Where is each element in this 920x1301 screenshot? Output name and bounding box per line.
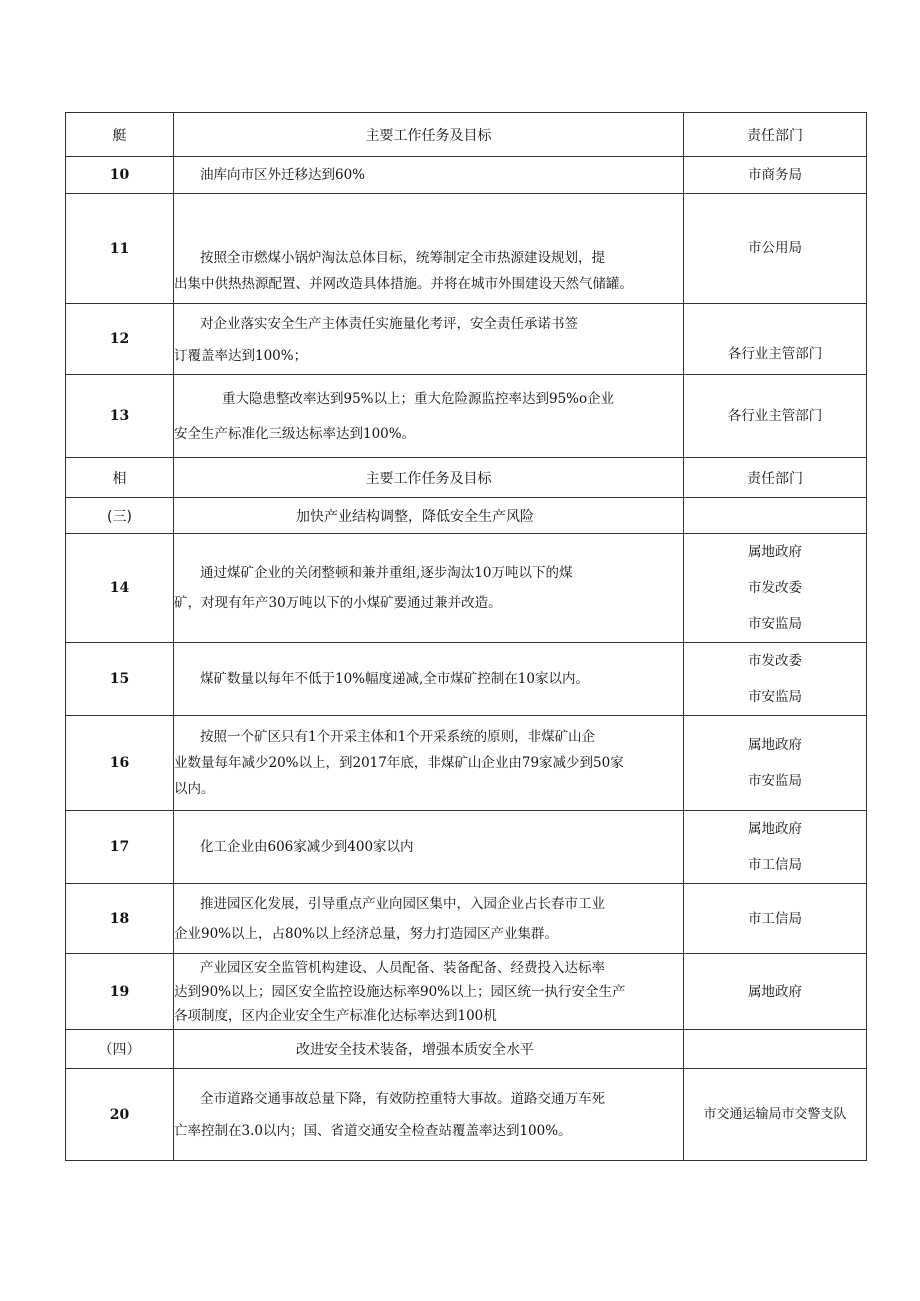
task-cell xyxy=(174,811,684,884)
dept-name: 市安监局 xyxy=(748,689,802,705)
row-number: 13 xyxy=(66,375,174,458)
task-cell xyxy=(174,304,684,375)
table-row xyxy=(66,716,867,811)
table-header-row xyxy=(66,113,867,157)
row-number: 20 xyxy=(66,1069,174,1161)
dept-name: 属地政府 xyxy=(748,821,802,837)
task-line: 业数量每年减少20%以上，到2017年底，非煤矿山企业由79家减少到50家 xyxy=(174,755,624,771)
table-row xyxy=(66,534,867,643)
row-number: 15 xyxy=(66,643,174,716)
section-number: (三) xyxy=(66,498,174,534)
section-title: 加快产业结构调整，降低安全生产风险 xyxy=(174,498,684,534)
task-line: 订覆盖率达到100%； xyxy=(174,348,308,364)
task-cell xyxy=(174,534,684,643)
task-line: 达到90%以上；园区安全监控设施达标率90%以上；园区统一执行安全生产 xyxy=(174,983,626,1000)
dept-cell xyxy=(684,534,867,643)
section-row xyxy=(66,1030,867,1069)
header-task: 主要工作任务及目标 xyxy=(174,113,684,157)
task-line: 油库向市区外迁移达到60% xyxy=(200,167,366,183)
row-number: 19 xyxy=(66,954,174,1030)
dept-cell xyxy=(684,811,867,884)
dept-name: 市公用局 xyxy=(748,240,802,256)
dept-cell xyxy=(684,157,867,194)
header-number: 相 xyxy=(66,458,174,498)
task-line: 企业90%以上，占80%以上经济总量，努力打造园区产业集群。 xyxy=(174,925,559,942)
task-line: 安全生产标准化三级达标率达到100%。 xyxy=(174,426,416,442)
dept-cell xyxy=(684,954,867,1030)
table-header-row xyxy=(66,458,867,498)
task-cell xyxy=(174,375,684,458)
dept-cell xyxy=(684,375,867,458)
table-row xyxy=(66,811,867,884)
task-cell xyxy=(174,194,684,304)
dept-name: 市交通运输局市交警支队 xyxy=(703,1106,847,1122)
dept-cell xyxy=(684,884,867,954)
dept-name: 各行业主管部门 xyxy=(727,408,823,424)
table-row xyxy=(66,954,867,1030)
header-task: 主要工作任务及目标 xyxy=(174,458,684,498)
task-cell xyxy=(174,643,684,716)
empty-cell xyxy=(684,1030,867,1069)
task-line: 化工企业由606家减少到400家以内 xyxy=(200,839,414,855)
task-line: 推进园区化发展，引导重点产业向园区集中，入园企业占长春市工业 xyxy=(200,895,605,912)
task-cell xyxy=(174,954,684,1030)
dept-name: 市发改委 xyxy=(748,580,802,596)
row-number: 16 xyxy=(66,716,174,811)
task-line: 各项制度，区内企业安全生产标准化达标率达到100机 xyxy=(174,1007,497,1024)
dept-name: 市商务局 xyxy=(748,167,802,183)
task-cell xyxy=(174,884,684,954)
task-cell xyxy=(174,1069,684,1161)
dept-name: 市安监局 xyxy=(748,616,802,632)
dept-name: 市安监局 xyxy=(748,773,802,789)
task-line: 出集中供热热源配置、并网改造具体措施。并将在城市外围建设天然气储罐。 xyxy=(174,276,633,292)
header-dept: 责任部门 xyxy=(684,113,867,157)
task-line: 以内。 xyxy=(174,781,215,797)
dept-cell xyxy=(684,643,867,716)
dept-cell xyxy=(684,1069,867,1161)
section-row xyxy=(66,498,867,534)
dept-name: 市发改委 xyxy=(748,653,802,669)
table-row xyxy=(66,1069,867,1161)
section-title: 改进安全技术装备，增强本质安全水平 xyxy=(174,1030,684,1069)
dept-cell xyxy=(684,716,867,811)
table-row xyxy=(66,194,867,304)
task-line: 亡率控制在3.0以内；国、省道交通安全检查站覆盖率达到100%。 xyxy=(174,1122,572,1139)
dept-name: 市工信局 xyxy=(748,910,802,927)
table-row xyxy=(66,304,867,375)
table-row xyxy=(66,157,867,194)
section-number: （四） xyxy=(66,1030,174,1069)
table-row xyxy=(66,643,867,716)
task-line: 对企业落实安全生产主体责任实施量化考评，安全责任承诺书签 xyxy=(200,316,578,332)
dept-name: 属地政府 xyxy=(748,737,802,753)
dept-cell xyxy=(684,194,867,304)
table-row xyxy=(66,884,867,954)
dept-cell xyxy=(684,304,867,375)
task-table xyxy=(65,112,867,1161)
task-line: 重大隐患整改率达到95%以上；重大危险源监控率达到95%o企业 xyxy=(222,391,615,407)
task-line: 按照全市燃煤小锅炉淘汰总体目标，统筹制定全市热源建设规划，提 xyxy=(200,250,605,266)
task-line: 煤矿数量以每年不低于10%幅度递减,全市煤矿控制在10家以内。 xyxy=(200,671,589,687)
dept-name: 属地政府 xyxy=(748,983,802,1000)
task-line: 矿，对现有年产30万吨以下的小煤矿要通过兼并改造。 xyxy=(174,595,502,611)
task-line: 全市道路交通事故总量下降，有效防控重特大事故。道路交通万车死 xyxy=(200,1090,605,1107)
dept-name: 属地政府 xyxy=(748,544,802,560)
task-cell xyxy=(174,157,684,194)
header-dept: 责任部门 xyxy=(684,458,867,498)
row-number: 18 xyxy=(66,884,174,954)
task-line: 通过煤矿企业的关闭整顿和兼并重组,逐步淘汰10万吨以下的煤 xyxy=(200,565,573,581)
row-number: 10 xyxy=(66,157,174,194)
dept-name: 市工信局 xyxy=(748,857,802,873)
row-number: 17 xyxy=(66,811,174,884)
row-number: 14 xyxy=(66,534,174,643)
dept-name: 各行业主管部门 xyxy=(727,346,823,362)
task-cell xyxy=(174,716,684,811)
task-line: 产业园区安全监管机构建设、人员配备、装备配备、经费投入达标率 xyxy=(200,959,605,976)
empty-cell xyxy=(684,498,867,534)
row-number: 12 xyxy=(66,304,174,375)
header-number: 艇 xyxy=(66,113,174,157)
row-number: 11 xyxy=(66,194,174,304)
table-row xyxy=(66,375,867,458)
task-line: 按照一个矿区只有1个开采主体和1个开采系统的原则，非煤矿山企 xyxy=(200,729,596,745)
